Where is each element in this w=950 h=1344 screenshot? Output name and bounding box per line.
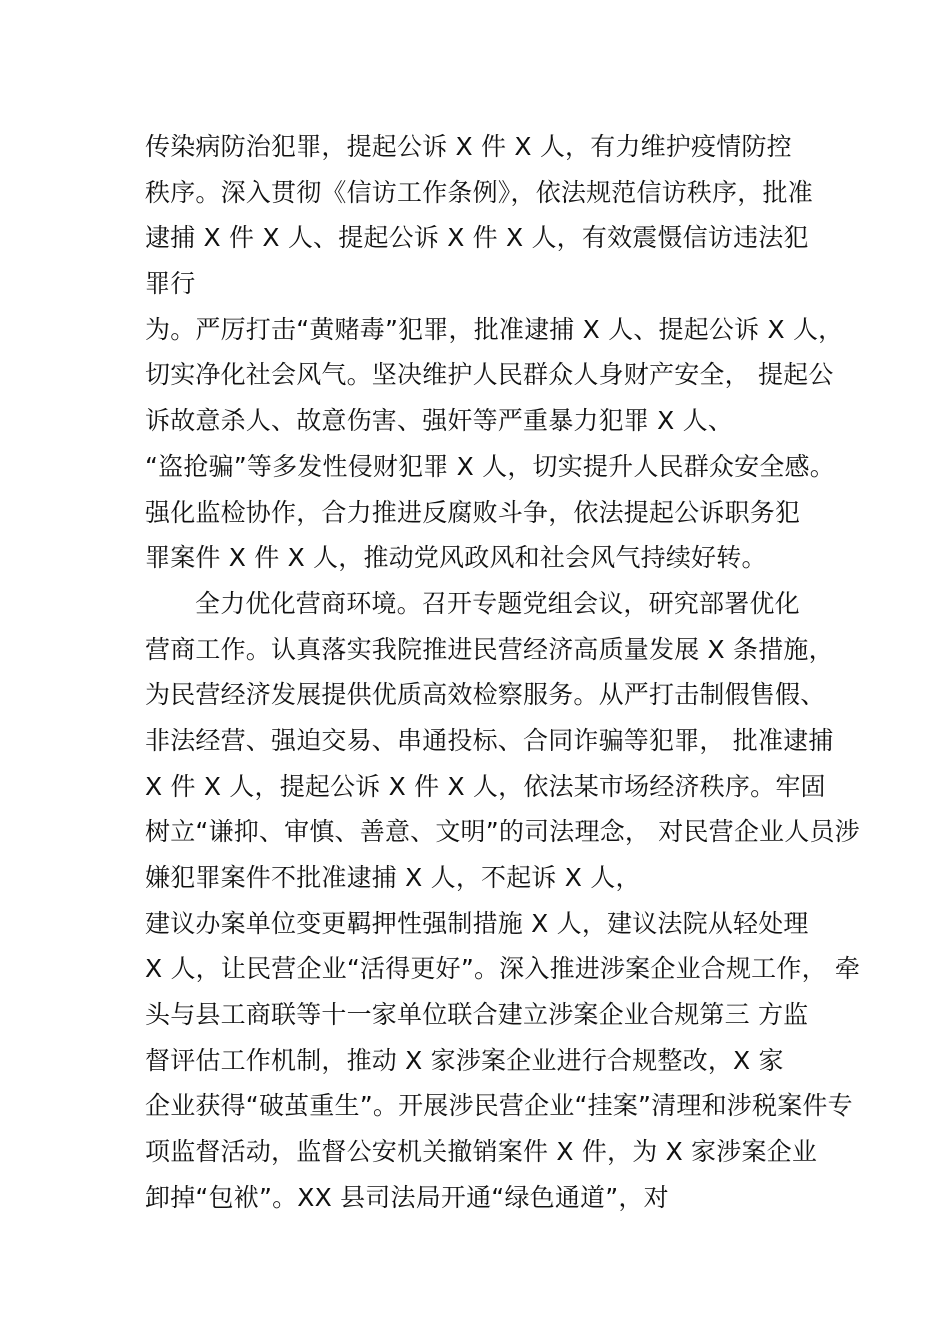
- text-line: 非法经营、强迫交易、串通投标、合同诈骗等犯罪， 批准逮捕: [145, 725, 834, 755]
- text-line: 头与县工商联等十一家单位联合建立涉案企业合规第三 方监: [145, 1000, 809, 1030]
- text-line: 秩序。深入贯彻《信访工作条例》，依法规范信访秩序，批准: [145, 177, 813, 207]
- text-line: X 件 X 人，提起公诉 X 件 X 人，依法某市场经济秩序。牢固: [145, 771, 826, 801]
- text-line: “盗抢骗”等多发性侵财犯罪 X 人，切实提升人民群众安全感。: [145, 451, 835, 481]
- text-line: 项监督活动，监督公安机关撤销案件 X 件，为 X 家涉案企业: [145, 1137, 818, 1167]
- text-line: 逮捕 X 件 X 人、提起公诉 X 件 X 人，有效震慑信访违法犯: [145, 223, 809, 253]
- text-line: X 人，让民营企业“活得更好”。深入推进涉案企业合规工作， 牵: [145, 954, 861, 984]
- text-line: 建议办案单位变更羁押性强制措施 X 人，建议法院从轻处理: [145, 908, 809, 938]
- text-line: 罪案件 X 件 X 人，推动党风政风和社会风气持续好转。: [145, 543, 767, 573]
- paragraph-first-line: 全力优化营商环境。召开专题党组会议，研究部署优化: [195, 588, 800, 618]
- text-line: 切实净化社会风气。坚决维护人民群众人身财产安全， 提起公: [145, 360, 834, 390]
- text-line: 卸掉“包袱”。XX 县司法局开通“绿色通道”，对: [145, 1182, 669, 1212]
- text-line: 营商工作。认真落实我院推进民营经济高质量发展 X 条措施，: [145, 634, 834, 664]
- text-line: 为。严厉打击“黄赌毒”犯罪，批准逮捕 X 人、提起公诉 X 人，: [145, 314, 844, 344]
- text-line: 传染病防治犯罪，提起公诉 X 件 X 人，有力维护疫情防控: [145, 132, 792, 161]
- text-line: 为民营经济发展提供优质高效检察服务。从严打击制假售假、: [145, 680, 826, 710]
- text-line: 嫌犯罪案件不批准逮捕 X 人，不起诉 X 人，: [145, 863, 641, 892]
- text-line: 诉故意杀人、故意伤害、强奸等严重暴力犯罪 X 人、: [145, 406, 734, 436]
- text-line: 督评估工作机制，推动 X 家涉案企业进行合规整改，X 家: [145, 1045, 784, 1075]
- text-line: 企业获得“破茧重生”。开展涉民营企业“挂案”清理和涉税案件专: [145, 1091, 853, 1121]
- body-text: [145, 124, 861, 1221]
- text-line: 强化监检协作，合力推进反腐败斗争，依法提起公诉职务犯: [145, 497, 801, 527]
- text-line: 罪行: [145, 269, 196, 299]
- text-line: 树立“谦抑、审慎、善意、文明”的司法理念， 对民营企业人员涉: [145, 817, 860, 847]
